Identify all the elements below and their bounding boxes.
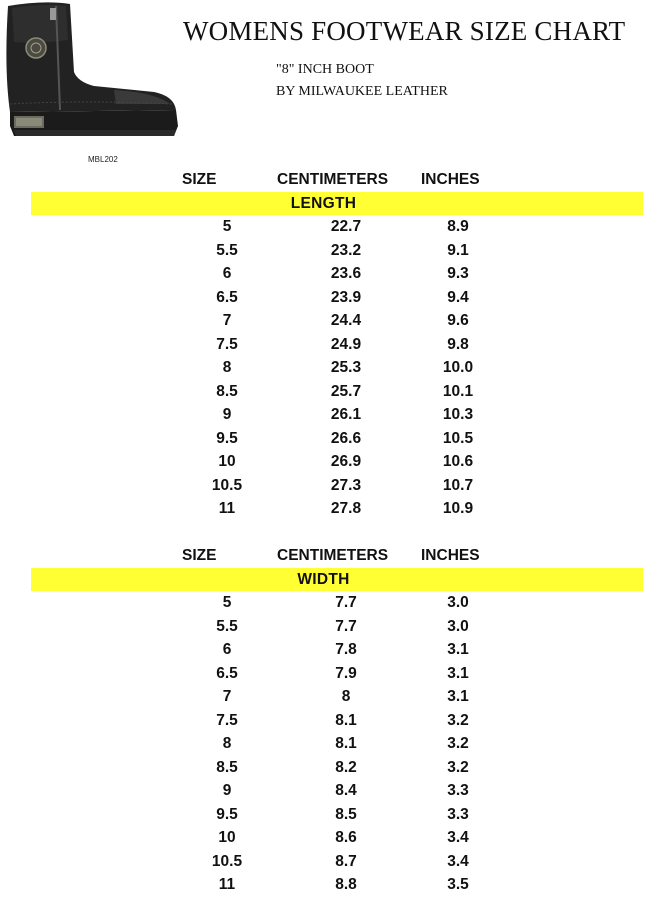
table-row — [0, 497, 647, 521]
size-cell: 9 — [222, 782, 232, 799]
table-row — [0, 333, 647, 357]
table-row — [0, 615, 647, 639]
column-header-centimeters: CENTIMETERS — [277, 171, 389, 188]
inches-cell: 3.2 — [447, 711, 469, 729]
centimeters-cell: 26.9 — [330, 453, 362, 470]
centimeters-cell: 8.6 — [335, 829, 357, 846]
inches-cell: 3.5 — [447, 876, 469, 893]
table-row — [0, 262, 647, 286]
width-column-headers — [0, 545, 647, 567]
centimeters-cell: 26.1 — [330, 406, 362, 423]
size-cell: 6.5 — [216, 664, 238, 682]
centimeters-cell: 23.2 — [330, 241, 362, 259]
table-row — [0, 779, 647, 803]
product-code: MBL202 — [88, 155, 118, 164]
size-cell: 7 — [222, 688, 232, 705]
centimeters-cell: 24.9 — [330, 335, 362, 353]
size-cell: 9.5 — [216, 805, 238, 823]
centimeters-cell: 22.7 — [330, 218, 362, 235]
inches-cell: 3.0 — [447, 594, 469, 611]
table-row — [0, 450, 647, 474]
length-column-headers — [0, 169, 647, 191]
size-cell: 6 — [222, 265, 232, 282]
size-cell: 5 — [222, 218, 232, 235]
centimeters-cell: 23.9 — [330, 288, 362, 306]
size-cell: 9.5 — [216, 429, 238, 447]
size-cell: 11 — [218, 500, 236, 517]
inches-cell: 3.1 — [447, 688, 469, 705]
inches-cell: 3.4 — [447, 829, 469, 846]
centimeters-cell: 7.8 — [335, 641, 357, 658]
inches-cell: 3.1 — [447, 641, 469, 658]
page-title: WOMENS FOOTWEAR SIZE CHART — [183, 16, 626, 46]
inches-cell: 9.8 — [447, 335, 469, 353]
table-row — [0, 803, 647, 827]
table-row — [0, 239, 647, 263]
size-cell: 8.5 — [216, 382, 238, 400]
table-row — [0, 215, 647, 239]
centimeters-cell: 25.3 — [330, 359, 362, 376]
centimeters-cell: 8 — [341, 688, 351, 705]
inches-cell: 9.1 — [447, 241, 469, 259]
size-cell: 6.5 — [216, 288, 238, 306]
inches-cell: 10.3 — [442, 406, 474, 423]
size-cell: 5.5 — [216, 617, 238, 635]
length-table — [0, 169, 647, 521]
inches-cell: 10.6 — [442, 453, 474, 470]
table-row — [0, 826, 647, 850]
centimeters-cell: 8.7 — [335, 852, 357, 870]
size-cell: 8 — [222, 735, 232, 752]
size-cell: 10.5 — [211, 476, 243, 494]
inches-cell: 10.0 — [442, 359, 474, 376]
centimeters-cell: 8.1 — [335, 735, 357, 752]
inches-cell: 3.4 — [447, 852, 469, 870]
table-row — [0, 850, 647, 874]
inches-cell: 9.3 — [447, 265, 469, 282]
centimeters-cell: 24.4 — [330, 312, 362, 329]
table-row — [0, 356, 647, 380]
boot-product-image — [4, 0, 182, 150]
size-cell: 9 — [222, 406, 232, 423]
inches-cell: 3.0 — [447, 617, 469, 635]
length-band — [31, 192, 643, 215]
centimeters-cell: 7.9 — [335, 664, 357, 682]
inches-cell: 8.9 — [447, 218, 469, 235]
centimeters-cell: 8.8 — [335, 876, 357, 893]
centimeters-cell: 27.8 — [330, 500, 362, 517]
column-header-inches: INCHES — [421, 171, 480, 188]
size-cell: 10 — [218, 453, 236, 470]
table-row — [0, 591, 647, 615]
inches-cell: 9.6 — [447, 312, 469, 329]
column-header-inches: INCHES — [421, 547, 480, 564]
table-row — [0, 474, 647, 498]
inches-cell: 10.7 — [442, 476, 474, 494]
table-row — [0, 403, 647, 427]
length-label: LENGTH — [290, 195, 357, 212]
width-table — [0, 545, 647, 897]
column-header-size: SIZE — [182, 547, 217, 564]
size-cell: 7.5 — [216, 335, 238, 353]
centimeters-cell: 27.3 — [330, 476, 362, 494]
centimeters-cell: 8.4 — [335, 782, 357, 799]
size-cell: 10 — [218, 829, 236, 846]
inches-cell: 3.1 — [447, 664, 469, 682]
column-header-centimeters: CENTIMETERS — [277, 547, 389, 564]
size-cell: 8 — [222, 359, 232, 376]
subtitle-boot-height: "8" INCH BOOT — [276, 62, 374, 77]
table-row — [0, 873, 647, 897]
inches-cell: 3.3 — [447, 805, 469, 823]
size-cell: 10.5 — [211, 852, 243, 870]
table-row — [0, 638, 647, 662]
table-row — [0, 756, 647, 780]
size-cell: 5.5 — [216, 241, 238, 259]
table-row — [0, 685, 647, 709]
table-row — [0, 309, 647, 333]
size-cell: 7.5 — [216, 711, 238, 729]
column-header-size: SIZE — [182, 171, 217, 188]
centimeters-cell: 8.5 — [335, 805, 357, 823]
inches-cell: 9.4 — [447, 288, 469, 306]
table-row — [0, 732, 647, 756]
inches-cell: 10.1 — [442, 382, 474, 400]
centimeters-cell: 7.7 — [335, 594, 357, 611]
table-row — [0, 427, 647, 451]
size-cell: 11 — [218, 876, 236, 893]
centimeters-cell: 7.7 — [335, 617, 357, 635]
inches-cell: 3.3 — [447, 782, 469, 799]
width-band — [31, 568, 643, 591]
width-label: WIDTH — [297, 571, 350, 588]
inches-cell: 10.9 — [442, 500, 474, 517]
size-cell: 6 — [222, 641, 232, 658]
size-cell: 5 — [222, 594, 232, 611]
size-cell: 7 — [222, 312, 232, 329]
centimeters-cell: 23.6 — [330, 265, 362, 282]
centimeters-cell: 8.1 — [335, 711, 357, 729]
table-row — [0, 286, 647, 310]
table-row — [0, 709, 647, 733]
size-cell: 8.5 — [216, 758, 238, 776]
inches-cell: 3.2 — [447, 735, 469, 752]
centimeters-cell: 8.2 — [335, 758, 357, 776]
inches-cell: 10.5 — [442, 429, 474, 447]
table-row — [0, 662, 647, 686]
table-row — [0, 380, 647, 404]
centimeters-cell: 25.7 — [330, 382, 362, 400]
subtitle-brand: BY MILWAUKEE LEATHER — [276, 84, 448, 99]
centimeters-cell: 26.6 — [330, 429, 362, 447]
inches-cell: 3.2 — [447, 758, 469, 776]
